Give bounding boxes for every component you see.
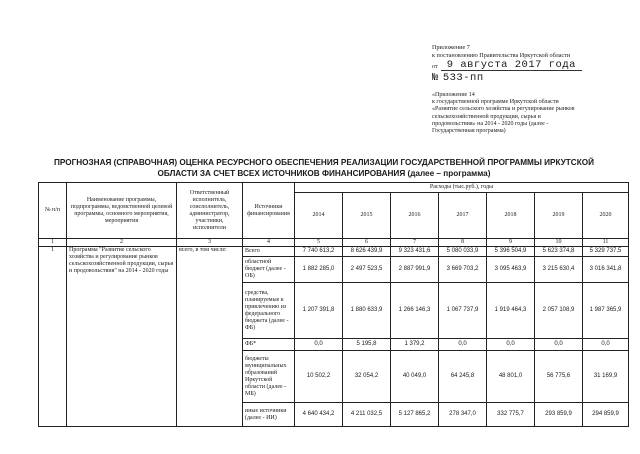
column-number: 6 <box>343 239 391 247</box>
annex-14-line4: продовольствия» на 2014 - 2020 годы (далее - <box>432 120 549 127</box>
column-number: 1 <box>39 239 67 247</box>
value-cell: 5 623 374,8 <box>535 247 583 257</box>
header-year: 2014 <box>295 193 343 239</box>
column-number: 4 <box>243 239 295 247</box>
value-cell: 5 127 865,2 <box>391 403 439 427</box>
resolution-date: 9 августа 2017 года <box>441 60 582 71</box>
value-cell: 294 859,9 <box>583 403 629 427</box>
value-cell: 32 054,2 <box>343 351 391 403</box>
annex-14-header <box>432 92 632 135</box>
column-number: 2 <box>67 239 177 247</box>
annex-7-header <box>432 44 632 82</box>
source-cell: бюджеты муниципальных образований Иркутской области (далее - МБ) <box>243 351 295 403</box>
resolution-number: 533-пп <box>442 72 484 84</box>
annex-14-title: «Приложение 14 <box>432 92 475 98</box>
document-title <box>18 157 630 179</box>
value-cell: 10 502,2 <box>295 351 343 403</box>
value-cell: 64 245,8 <box>439 351 487 403</box>
value-cell: 2 497 523,5 <box>343 257 391 283</box>
source-cell: Всего <box>243 247 295 257</box>
value-cell: 31 169,9 <box>583 351 629 403</box>
column-number: 10 <box>535 239 583 247</box>
value-cell: 1 987 365,9 <box>583 283 629 339</box>
column-number: 5 <box>295 239 343 247</box>
value-cell: 3 215 630,4 <box>535 257 583 283</box>
value-cell: 8 626 439,9 <box>343 247 391 257</box>
header-year: 2018 <box>487 193 535 239</box>
header-year: 2019 <box>535 193 583 239</box>
value-cell: 48 801,0 <box>487 351 535 403</box>
header-year: 2016 <box>391 193 439 239</box>
value-cell: 9 323 431,6 <box>391 247 439 257</box>
header-year: 2015 <box>343 193 391 239</box>
column-number: 11 <box>583 239 629 247</box>
value-cell: 278 347,0 <box>439 403 487 427</box>
annex-7-number-row <box>432 74 632 82</box>
annex-14-line2: «Развитие сельского хозяйства и регулирование рынков <box>432 106 575 113</box>
value-cell: 1 067 737,9 <box>439 283 487 339</box>
annex-14-line1: к государственной программе Иркутской области <box>432 99 559 106</box>
value-cell: 293 859,9 <box>535 403 583 427</box>
value-cell: 5 396 504,9 <box>487 247 535 257</box>
program-number: 1 <box>39 247 67 427</box>
header-year: 2017 <box>439 193 487 239</box>
value-cell: 4 640 434,2 <box>295 403 343 427</box>
value-cell: 3 669 703,2 <box>439 257 487 283</box>
header-year: 2020 <box>583 193 629 239</box>
column-number: 9 <box>487 239 535 247</box>
value-cell: 332 775,7 <box>487 403 535 427</box>
source-cell: средства, планируемые к привлечению из федерального бюджета (далее - ФБ) <box>243 283 295 339</box>
value-cell: 5 080 033,9 <box>439 247 487 257</box>
value-cell: 5 195,8 <box>343 339 391 351</box>
annex-14-line3: сельскохозяйственной продукции, сырья и <box>432 113 541 120</box>
value-cell: 7 740 613,2 <box>295 247 343 257</box>
value-cell: 4 211 032,5 <box>343 403 391 427</box>
header-name: Наименование программы, подпрограммы, ведомственной целевой программы, основного мероприятия, мероприятия <box>67 183 177 239</box>
program-name: Программа "Развитие сельского хозяйства и регулирование рынков сельскохозяйственной продукции, сырья и продовольствия" на 2014 - 2020 годы <box>67 247 177 427</box>
source-cell: областной бюджет (далее - ОБ) <box>243 257 295 283</box>
funding-table <box>38 182 629 427</box>
program-executor: всего, в том числе: <box>177 247 243 427</box>
annex-7-date-row <box>432 60 632 71</box>
column-number: 8 <box>439 239 487 247</box>
value-cell: 1 379,2 <box>391 339 439 351</box>
value-cell: 56 775,6 <box>535 351 583 403</box>
document-title-line2: ОБЛАСТИ ЗА СЧЕТ ВСЕХ ИСТОЧНИКОВ ФИНАНСИРОВАНИЯ (далее – программа) <box>157 169 491 178</box>
value-cell: 3 016 341,8 <box>583 257 629 283</box>
value-cell: 40 049,0 <box>391 351 439 403</box>
table-row <box>39 247 629 257</box>
header-source: Источники финансирования <box>243 183 295 239</box>
value-cell: 0,0 <box>535 339 583 351</box>
annex-7-title: Приложение 7 <box>432 44 470 51</box>
annex-7-line1: к постановлению Правительства Иркутской области <box>432 52 571 59</box>
value-cell: 1 880 633,9 <box>343 283 391 339</box>
value-cell: 1 919 464,3 <box>487 283 535 339</box>
header-num: № п/п <box>39 183 67 239</box>
value-cell: 1 266 146,3 <box>391 283 439 339</box>
annex-7-ot: от <box>432 63 438 70</box>
header-executor: Ответственный исполнитель, соисполнитель, администратор, участники, исполнители <box>177 183 243 239</box>
value-cell: 2 887 991,9 <box>391 257 439 283</box>
value-cell: 0,0 <box>487 339 535 351</box>
column-number: 3 <box>177 239 243 247</box>
document-title-line1: ПРОГНОЗНАЯ (СПРАВОЧНАЯ) ОЦЕНКА РЕСУРСНОГО ОБЕСПЕЧЕНИЯ РЕАЛИЗАЦИИ ГОСУДАРСТВЕННОЙ ПРОГРАММЫ ИРКУТСКОЙ <box>54 158 594 167</box>
value-cell: 3 095 463,9 <box>487 257 535 283</box>
value-cell: 1 207 391,8 <box>295 283 343 339</box>
value-cell: 0,0 <box>295 339 343 351</box>
value-cell: 1 882 285,0 <box>295 257 343 283</box>
annex-14-line5: Государственная программа) <box>432 128 506 135</box>
column-number-row <box>39 239 629 247</box>
number-sign: № <box>432 72 439 84</box>
source-cell: ФБ* <box>243 339 295 351</box>
header-expenses: Расходы (тыс.руб.), годы <box>295 183 629 193</box>
value-cell: 2 057 108,9 <box>535 283 583 339</box>
column-number: 7 <box>391 239 439 247</box>
source-cell: иные источники (далее - ИИ) <box>243 403 295 427</box>
value-cell: 5 329 737,5 <box>583 247 629 257</box>
value-cell: 0,0 <box>583 339 629 351</box>
value-cell: 0,0 <box>439 339 487 351</box>
